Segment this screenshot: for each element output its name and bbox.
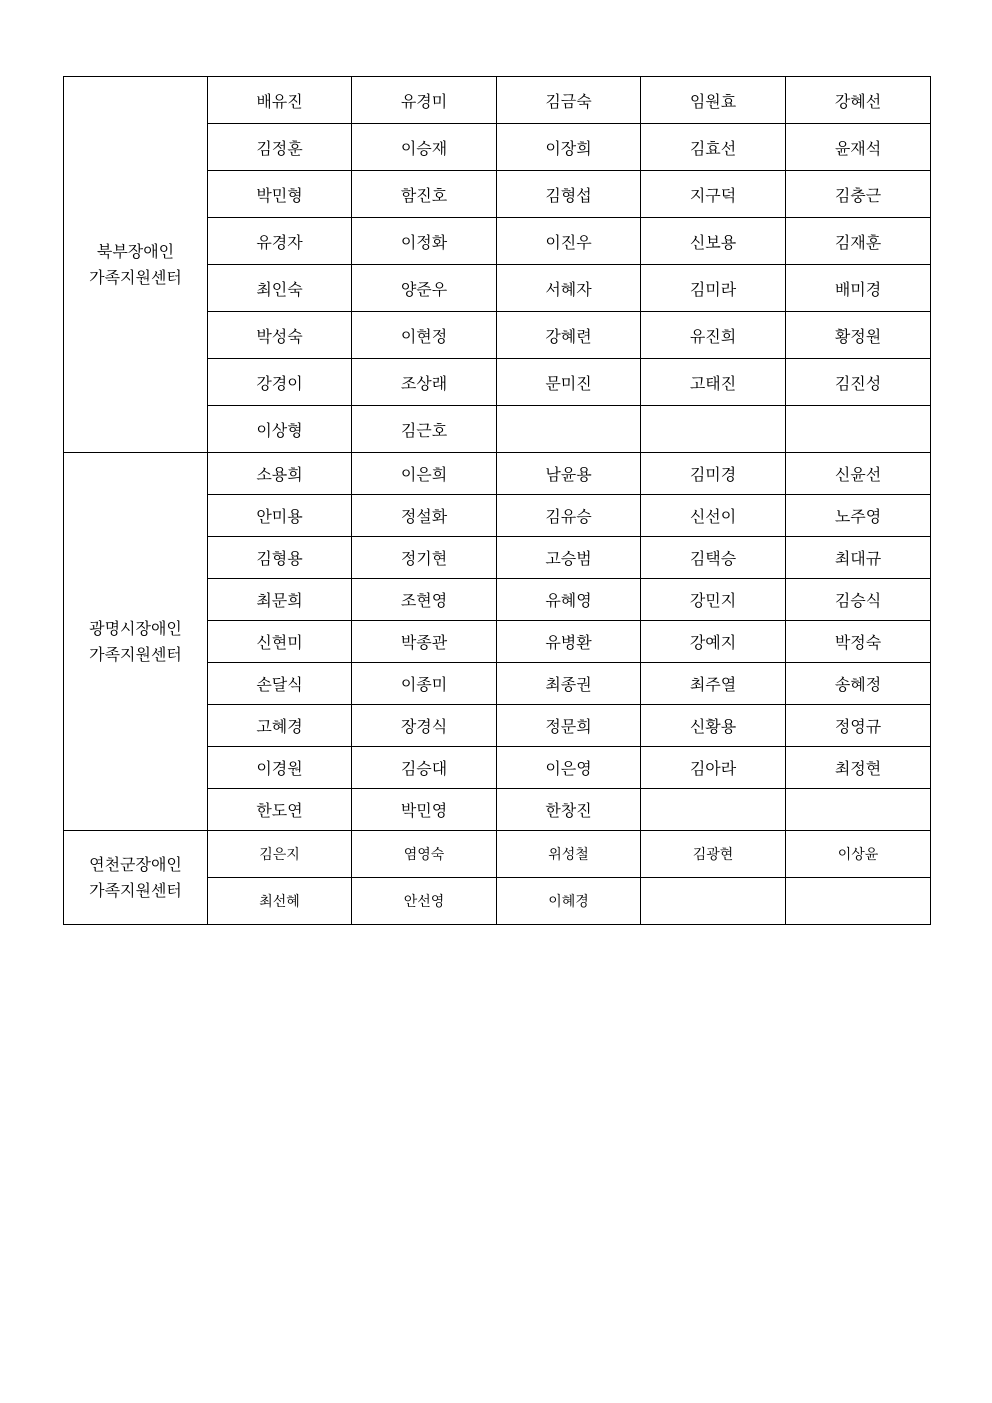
center-name-line2: 가족지원센터: [89, 880, 182, 900]
participant-name-cell: 김광현: [641, 831, 786, 878]
participant-name-cell: 안미용: [208, 495, 352, 537]
participant-name-cell: 김은지: [208, 831, 352, 878]
participant-name-cell: 남윤용: [497, 453, 641, 495]
participant-name-cell: 윤재석: [786, 124, 931, 171]
participant-name-cell: 최대규: [786, 537, 931, 579]
participant-name-cell: 이종미: [352, 663, 497, 705]
participant-name-cell: 염영숙: [352, 831, 497, 878]
center-name-line1: 연천군장애인: [89, 854, 182, 874]
center-name-line1: 광명시장애인: [89, 618, 182, 638]
participant-name-cell: 유진희: [641, 312, 786, 359]
participant-name-cell: 강혜선: [786, 77, 931, 124]
participant-name-cell: 박정숙: [786, 621, 931, 663]
participant-name-cell: 김재훈: [786, 218, 931, 265]
participant-name-cell: 손달식: [208, 663, 352, 705]
center-name-line2: 가족지원센터: [89, 644, 182, 664]
center-name-line2: 가족지원센터: [89, 267, 182, 287]
participant-name-cell: [786, 878, 931, 925]
participant-name-cell: 김형용: [208, 537, 352, 579]
participant-name-cell: 김금숙: [497, 77, 641, 124]
participant-name-cell: [786, 789, 931, 831]
participant-name-cell: 이진우: [497, 218, 641, 265]
participant-name-cell: 김승대: [352, 747, 497, 789]
participant-name-cell: 신선이: [641, 495, 786, 537]
participant-name-cell: 양준우: [352, 265, 497, 312]
participant-name-cell: 고승범: [497, 537, 641, 579]
participant-name-cell: 고혜경: [208, 705, 352, 747]
participant-name-cell: 강경이: [208, 359, 352, 406]
participant-name-cell: 박성숙: [208, 312, 352, 359]
participant-name-cell: 고태진: [641, 359, 786, 406]
participant-name-cell: 유경미: [352, 77, 497, 124]
participant-name-cell: 강민지: [641, 579, 786, 621]
participant-name-cell: 신황용: [641, 705, 786, 747]
participant-name-cell: 유경자: [208, 218, 352, 265]
center-name-cell: [64, 77, 208, 453]
participant-name-cell: 황정원: [786, 312, 931, 359]
participant-name-cell: 안선영: [352, 878, 497, 925]
participant-name-cell: 지구덕: [641, 171, 786, 218]
participant-name-cell: 김근호: [352, 406, 497, 453]
participant-name-cell: 김정훈: [208, 124, 352, 171]
participant-name-cell: 최정현: [786, 747, 931, 789]
participant-name-cell: 장경식: [352, 705, 497, 747]
participant-name-cell: [786, 406, 931, 453]
participant-name-cell: 최문희: [208, 579, 352, 621]
participant-name-cell: 김효선: [641, 124, 786, 171]
participant-name-cell: 배유진: [208, 77, 352, 124]
participant-name-cell: [641, 789, 786, 831]
participant-name-cell: 김승식: [786, 579, 931, 621]
participant-name-cell: [497, 406, 641, 453]
participant-name-cell: 문미진: [497, 359, 641, 406]
participant-name-cell: 김유승: [497, 495, 641, 537]
participant-name-cell: 정기현: [352, 537, 497, 579]
table-row: [64, 831, 931, 878]
participant-name-cell: 노주영: [786, 495, 931, 537]
participant-name-cell: 강예지: [641, 621, 786, 663]
participant-name-cell: 박종관: [352, 621, 497, 663]
participant-name-cell: 김미라: [641, 265, 786, 312]
participant-name-cell: 유병환: [497, 621, 641, 663]
participant-name-cell: 최인숙: [208, 265, 352, 312]
participant-name-cell: 이장희: [497, 124, 641, 171]
participant-name-cell: 위성철: [497, 831, 641, 878]
participant-name-cell: 정영규: [786, 705, 931, 747]
participant-name-cell: 조상래: [352, 359, 497, 406]
participant-name-cell: 김미경: [641, 453, 786, 495]
participant-name-cell: 배미경: [786, 265, 931, 312]
participant-name-cell: 이상윤: [786, 831, 931, 878]
participant-name-cell: 신윤선: [786, 453, 931, 495]
center-name-cell: [64, 453, 208, 831]
participant-name-cell: 신보용: [641, 218, 786, 265]
participant-name-cell: 김아라: [641, 747, 786, 789]
center-name-line1: 북부장애인: [96, 241, 175, 261]
participant-name-cell: 이은희: [352, 453, 497, 495]
roster-body: [64, 77, 931, 925]
participant-name-cell: 송혜정: [786, 663, 931, 705]
participant-name-cell: 강혜련: [497, 312, 641, 359]
participant-name-cell: 유혜영: [497, 579, 641, 621]
participant-name-cell: 한창진: [497, 789, 641, 831]
participant-name-cell: 함진호: [352, 171, 497, 218]
participant-name-cell: 박민형: [208, 171, 352, 218]
center-name-cell: [64, 831, 208, 925]
participant-name-cell: 김택승: [641, 537, 786, 579]
table-row: [64, 77, 931, 124]
participant-name-cell: 소용희: [208, 453, 352, 495]
participant-name-cell: 최선혜: [208, 878, 352, 925]
participant-name-cell: 이경원: [208, 747, 352, 789]
participant-roster-table: [63, 76, 931, 925]
participant-name-cell: 이상형: [208, 406, 352, 453]
participant-name-cell: [641, 878, 786, 925]
participant-name-cell: 김충근: [786, 171, 931, 218]
participant-name-cell: 임원효: [641, 77, 786, 124]
participant-name-cell: [641, 406, 786, 453]
participant-name-cell: 김형섭: [497, 171, 641, 218]
participant-name-cell: 김진성: [786, 359, 931, 406]
table-row: [64, 453, 931, 495]
participant-name-cell: 정설화: [352, 495, 497, 537]
participant-name-cell: 한도연: [208, 789, 352, 831]
participant-name-cell: 이혜경: [497, 878, 641, 925]
participant-name-cell: 정문희: [497, 705, 641, 747]
participant-name-cell: 신현미: [208, 621, 352, 663]
participant-name-cell: 최종권: [497, 663, 641, 705]
participant-name-cell: 이은영: [497, 747, 641, 789]
participant-name-cell: 최주열: [641, 663, 786, 705]
participant-name-cell: 이승재: [352, 124, 497, 171]
participant-name-cell: 박민영: [352, 789, 497, 831]
participant-name-cell: 조현영: [352, 579, 497, 621]
participant-name-cell: 서혜자: [497, 265, 641, 312]
participant-name-cell: 이정화: [352, 218, 497, 265]
participant-name-cell: 이현정: [352, 312, 497, 359]
